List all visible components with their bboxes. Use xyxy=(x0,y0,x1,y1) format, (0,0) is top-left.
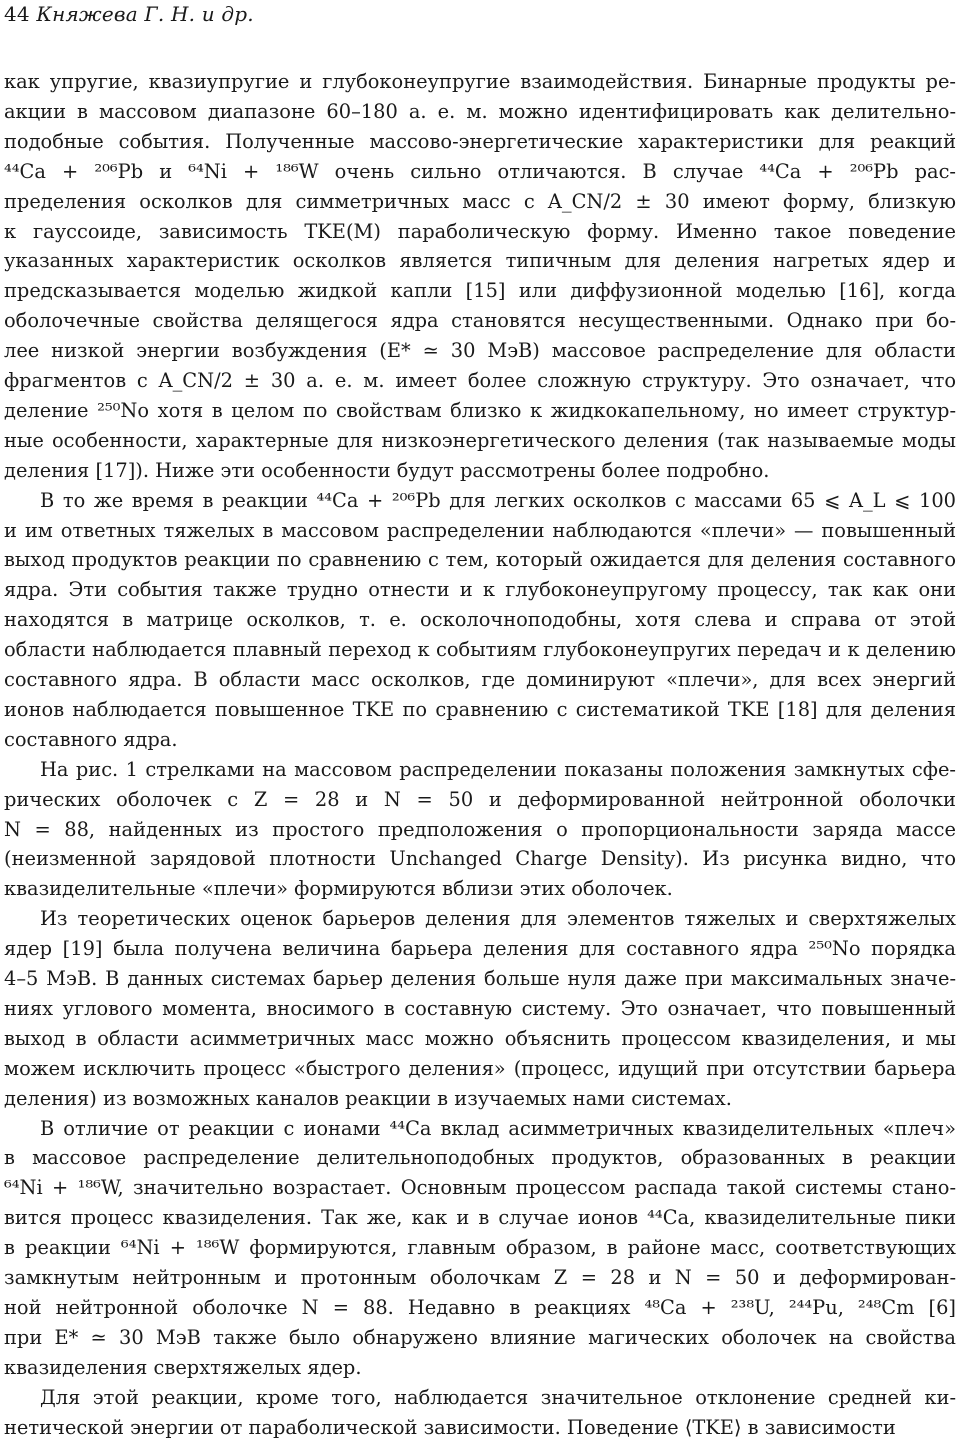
text-line: фрагментов с A_CN/2 ± 30 а. е. м. имеет более сложную структуру. Это означает, что xyxy=(4,369,956,392)
text-line: в массовое распределение делительноподобных продуктов, образованных в реакции xyxy=(4,1146,956,1170)
text-line: в реакции ⁶⁴Ni + ¹⁸⁶W формируются, главным образом, в районе масс, соответствующих xyxy=(4,1236,956,1260)
text-line: рических оболочек с Z = 28 и N = 50 и деформированной нейтронной оболочки xyxy=(4,787,956,811)
text-line: ⁴⁴Ca + ²⁰⁶Pb и ⁶⁴Ni + ¹⁸⁶W очень сильно отличаются. В случае ⁴⁴Ca + ²⁰⁶Pb рас- xyxy=(4,159,956,183)
text-line: и им ответных тяжелых в массовом распределении наблюдаются «плечи» — повышенный xyxy=(4,518,956,542)
text-line: оболочечные свойства делящегося ядра становятся несущественными. Однако при бо- xyxy=(4,309,956,333)
text-line: акции в массовом диапазоне 60–180 а. е. м. можно идентифицировать как делительно- xyxy=(4,99,956,123)
text-line: подобные события. Полученные массово-энергетические характеристики для реакций xyxy=(4,129,956,153)
text-line: ниях углового момента, вносимого в составную систему. Это означает, что повышенный xyxy=(4,996,956,1020)
text-line: Для этой реакции, кроме того, наблюдается значительное отклонение средней ки- xyxy=(40,1385,956,1409)
text-line: нетической энергии от параболической зависимости. Поведение ⟨TKE⟩ в зависимости xyxy=(4,1415,896,1439)
text-line: квазиделительные «плечи» формируются вблизи этих оболочек. xyxy=(4,877,673,901)
text-line: деления [17]). Ниже эти особенности будут рассмотрены более подробно. xyxy=(4,458,770,482)
text-line: находятся в матрице осколков, т. е. осколочноподобны, хотя слева и справа от этой xyxy=(4,608,956,632)
text-line: Из теоретических оценок барьеров деления для элементов тяжелых и сверхтяжелых xyxy=(40,907,956,931)
text-line: указанных характеристик осколков является типичным для деления нагретых ядер и xyxy=(4,249,956,273)
text-line: составного ядра. В области масс осколков, где доминируют «плечи», для всех энергий xyxy=(4,668,956,691)
text-line: (неизменной зарядовой плотности Unchanged Charge Density). Из рисунка видно, что xyxy=(4,847,956,871)
text-line: В отличие от реакции с ионами ⁴⁴Ca вклад асимметричных квазиделительных «плеч» xyxy=(40,1116,956,1140)
text-line: при E* ≃ 30 МэВ также было обнаружено влияние магических оболочек на свойства xyxy=(4,1325,956,1349)
text-line: ядер [19] была получена величина барьера деления для составного ядра ²⁵⁰No порядка xyxy=(4,937,956,961)
text-line: к гауссоиде, зависимость TKE(M) параболическую форму. Именно такое поведение xyxy=(4,219,956,243)
text-line: замкнутым нейтронным и протонным оболочкам Z = 28 и N = 50 и деформирован- xyxy=(4,1266,956,1289)
text-line: На рис. 1 стрелками на массовом распределении показаны положения замкнутых сфе- xyxy=(40,757,956,781)
text-line: предсказывается моделью жидкой капли [15] или диффузионной моделью [16], когда xyxy=(4,279,956,303)
text-line: деление ²⁵⁰No хотя в целом по свойствам близко к жидкокапельному, но имеет структур- xyxy=(4,398,956,422)
text-line: деления) из возможных каналов реакции в изучаемых нами системах. xyxy=(4,1086,732,1110)
text-line: ⁶⁴Ni + ¹⁸⁶W, значительно возрастает. Основным процессом распада такой системы стано- xyxy=(4,1176,956,1200)
text-line: составного ядра. xyxy=(4,727,178,751)
text-line: ной нейтронной оболочке N = 88. Недавно в реакциях ⁴⁸Ca + ²³⁸U, ²⁴⁴Pu, ²⁴⁸Cm [6] xyxy=(4,1295,956,1319)
running-header xyxy=(4,2,254,26)
text-line: вится процесс квазиделения. Так же, как и в случае ионов ⁴⁴Ca, квазиделительные пики xyxy=(4,1206,956,1230)
text-line: N = 88, найденных из простого предположения о пропорциональности заряда массе xyxy=(4,817,956,841)
text-line: выход продуктов реакции по сравнению с тем, который ожидается для деления составного xyxy=(4,548,956,572)
page-number: 44 xyxy=(4,2,30,26)
text-line: ные особенности, характерные для низкоэнергетического деления (так называемые моды xyxy=(4,428,956,452)
text-line: области наблюдается плавный переход к событиям глубоконеупругих передач и к делению xyxy=(4,638,956,662)
text-line: как упругие, квазиупругие и глубоконеупругие взаимодействия. Бинарные продукты ре- xyxy=(4,70,956,93)
text-line: ионов наблюдается повышенное TKE по сравнению с систематикой TKE [18] для деления xyxy=(4,697,956,721)
text-line: В то же время в реакции ⁴⁴Ca + ²⁰⁶Pb для легких осколков с массами 65 ⩽ A_L ⩽ 100 xyxy=(40,488,956,512)
text-line: пределения осколков для симметричных масс с A_CN/2 ± 30 имеют форму, близкую xyxy=(4,189,956,213)
text-line: квазиделения сверхтяжелых ядер. xyxy=(4,1355,362,1379)
text-line: лее низкой энергии возбуждения (E* ≃ 30 МэВ) массовое распределение для области xyxy=(4,339,956,363)
text-line: ядра. Эти события также трудно отнести и к глубоконеупругому процессу, так как они xyxy=(4,578,956,602)
text-line: 4–5 МэВ. В данных системах барьер деления больше нуля даже при максимальных значе- xyxy=(4,967,956,990)
text-line: можем исключить процесс «быстрого деления» (процесс, идущий при отсутствии барьера xyxy=(4,1056,956,1080)
text-line: выход в области асимметричных масс можно объяснить процессом квазиделения, и мы xyxy=(4,1026,956,1050)
running-header-authors: Княжева Г. Н. и др. xyxy=(36,2,254,26)
